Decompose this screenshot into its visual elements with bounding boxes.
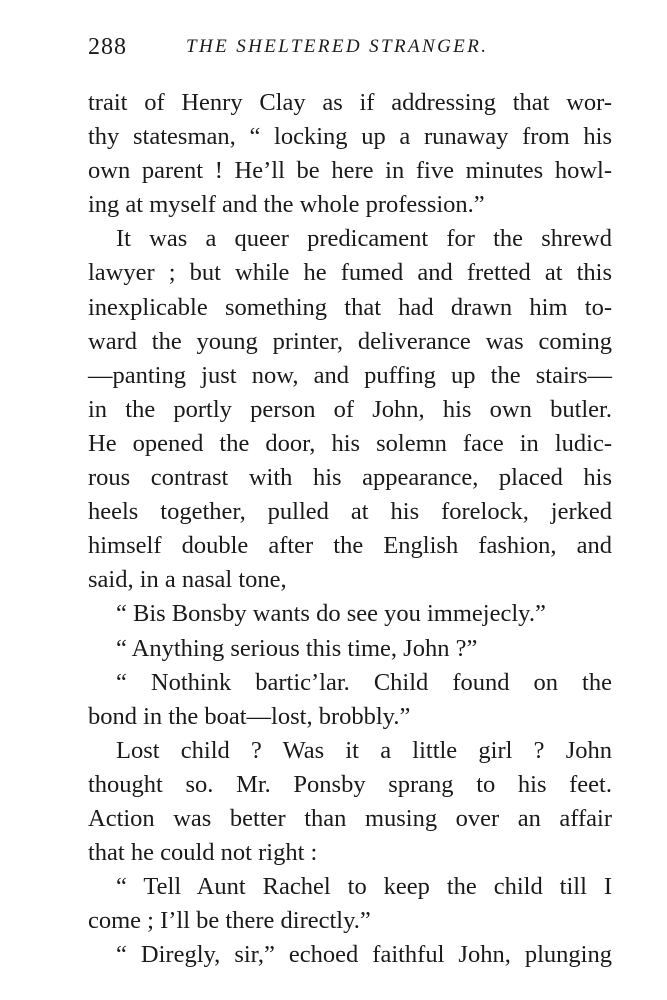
- text-line: ing at myself and the whole profession.”: [88, 191, 485, 219]
- text-line: inexplicable something that had drawn him to-: [88, 293, 612, 321]
- text-line: “ Bis Bonsby wants do see you immejecly.”: [116, 600, 546, 628]
- text-line: “ Tell Aunt Rachel to keep the child till I: [116, 873, 612, 901]
- text-line: rous contrast with his appearance, placed his: [88, 464, 612, 492]
- text-line: “ Nothink bartic’lar. Child found on the: [116, 668, 612, 696]
- text-line: He opened the door, his solemn face in ludic-: [88, 429, 612, 457]
- text-line: come ; I’ll be there directly.”: [88, 907, 371, 935]
- text-line: Action was better than musing over an affair: [88, 804, 612, 832]
- text-line: ward the young printer, deliverance was coming: [88, 327, 612, 355]
- text-line: bond in the boat—lost, brobbly.”: [88, 702, 411, 730]
- text-line: Lost child ? Was it a little girl ? John: [116, 736, 612, 764]
- page-header: [88, 34, 628, 68]
- text-line: heels together, pulled at his forelock, jerked: [88, 498, 612, 526]
- text-line: —panting just now, and puffing up the stairs—: [88, 361, 612, 389]
- text-line: “ Diregly, sir,” echoed faithful John, plunging: [116, 941, 612, 969]
- text-line: own parent ! He’ll be here in five minutes howl-: [88, 157, 612, 185]
- text-line: himself double after the English fashion, and: [88, 532, 612, 560]
- text-line: thought so. Mr. Ponsby sprang to his feet.: [88, 770, 612, 798]
- text-line: in the portly person of John, his own butler.: [88, 395, 612, 423]
- text-line: trait of Henry Clay as if addressing that wor-: [88, 89, 612, 116]
- text-line: It was a queer predicament for the shrewd: [116, 225, 612, 253]
- text-line: said, in a nasal tone,: [88, 566, 287, 594]
- text-line: lawyer ; but while he fumed and fretted at this: [88, 259, 612, 287]
- page-number: 288: [88, 34, 127, 60]
- text-line: that he could not right :: [88, 839, 318, 867]
- body-text: [88, 86, 612, 972]
- running-head: THE SHELTERED STRANGER.: [186, 36, 489, 57]
- text-line: thy statesman, “ locking up a runaway from his: [88, 123, 612, 151]
- text-line: “ Anything serious this time, John ?”: [116, 634, 478, 662]
